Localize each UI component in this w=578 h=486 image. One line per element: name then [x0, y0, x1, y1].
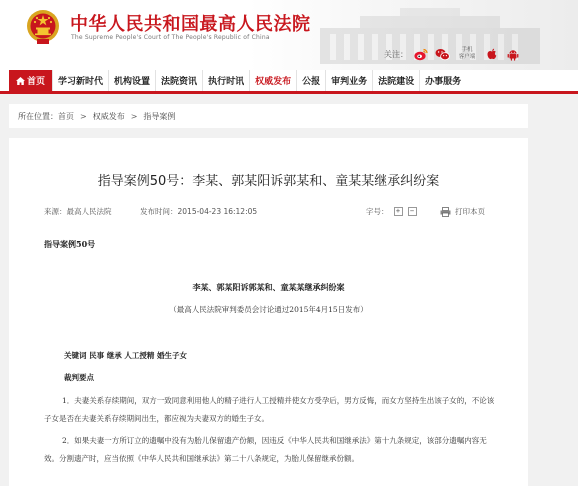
mobile-label-1: 手机: [461, 47, 473, 53]
share-label: 关注：: [384, 49, 408, 59]
section-heading: 裁判要点: [64, 373, 94, 382]
print-label: 打印本页: [455, 207, 485, 216]
breadcrumb-guiding-cases[interactable]: 指导案例: [143, 111, 176, 121]
font-size-controls: [366, 206, 417, 217]
nav-item-court-construction[interactable]: 法院建设: [373, 70, 420, 91]
nav-item-gazette[interactable]: 公报: [297, 70, 326, 91]
case-subtitle: （最高人民法院审判委员会讨论通过2015年4月15日发布）: [169, 305, 368, 314]
article-source: 来源：最高人民法院: [44, 207, 112, 216]
nav-item-label: 首页: [27, 77, 46, 87]
nav-item-home[interactable]: [9, 70, 53, 91]
breadcrumb-separator: >: [130, 111, 138, 121]
case-keywords: 关键词 民事 继承 人工授精 婚生子女: [64, 351, 187, 360]
main-nav: [0, 70, 578, 94]
site-subtitle: The Supreme People's Court of The People's Republic of China: [71, 34, 270, 41]
wechat-icon[interactable]: [434, 46, 450, 62]
nav-item-court-news[interactable]: 法院资讯: [156, 70, 203, 91]
mobile-label-2: 客户端: [458, 54, 476, 60]
site-title[interactable]: 中华人民共和国最高人民法院: [70, 14, 311, 35]
article-paragraph: 1．夫妻关系存续期间，双方一致同意利用他人的精子进行人工授精并使女方受孕后，男方反悔，而女方坚持生出该子女的，不论该子女是否在夫妻关系存续期间出生，都应视为夫妻双方的婚生子女。: [44, 396, 495, 423]
article-publish-time: 发布时间：2015-04-23 16:12:05: [140, 207, 258, 216]
breadcrumb-label: 所在位置：: [18, 111, 58, 121]
site-header: [0, 0, 578, 70]
nav-item-new-era[interactable]: 学习新时代: [53, 70, 109, 91]
breadcrumb-home[interactable]: 首页: [58, 111, 74, 121]
article-paragraph: 2．如果夫妻一方所订立的遗嘱中没有为胎儿保留遗产份额，因违反《中华人民共和国继承法》第十九条规定，该部分遗嘱内容无效。分割遗产时，应当依照《中华人民共和国继承法》第二十八条规定，为胎儿保留继承份额。: [44, 436, 487, 463]
home-icon: [16, 77, 25, 85]
nav-items: [9, 70, 466, 91]
article-meta: [44, 206, 494, 218]
nav-item-enforcement-news[interactable]: 执行时讯: [203, 70, 250, 91]
font-size-label: 字号：: [366, 207, 389, 216]
weibo-icon[interactable]: [413, 46, 429, 62]
article-lead: 指导案例50号: [44, 239, 96, 249]
article-title: 指导案例50号：李某、郭某阳诉郭某和、童某某继承纠纷案: [97, 174, 440, 189]
breadcrumb-separator: >: [80, 111, 87, 121]
apple-icon[interactable]: [484, 46, 500, 62]
nav-item-trial-business[interactable]: 审判业务: [326, 70, 373, 91]
breadcrumb-authoritative-release[interactable]: 权威发布: [92, 111, 125, 121]
nav-item-organization[interactable]: 机构设置: [109, 70, 156, 91]
print-button[interactable]: [440, 206, 485, 217]
share-bar: [384, 44, 521, 64]
nav-item-authoritative-release[interactable]: 权威发布: [250, 70, 297, 91]
nav-item-services[interactable]: 办事服务: [425, 77, 462, 87]
case-title: 李某、郭某阳诉郭某和、童某某继承纠纷案: [192, 282, 345, 292]
breadcrumb: [9, 104, 528, 128]
font-increase-button[interactable]: +: [394, 207, 403, 216]
national-emblem-icon[interactable]: [26, 9, 60, 45]
article-container: [9, 138, 528, 486]
mobile-client-link[interactable]: [455, 47, 479, 61]
font-decrease-button[interactable]: −: [408, 207, 417, 216]
printer-icon: [440, 207, 451, 217]
android-icon[interactable]: [505, 46, 521, 62]
